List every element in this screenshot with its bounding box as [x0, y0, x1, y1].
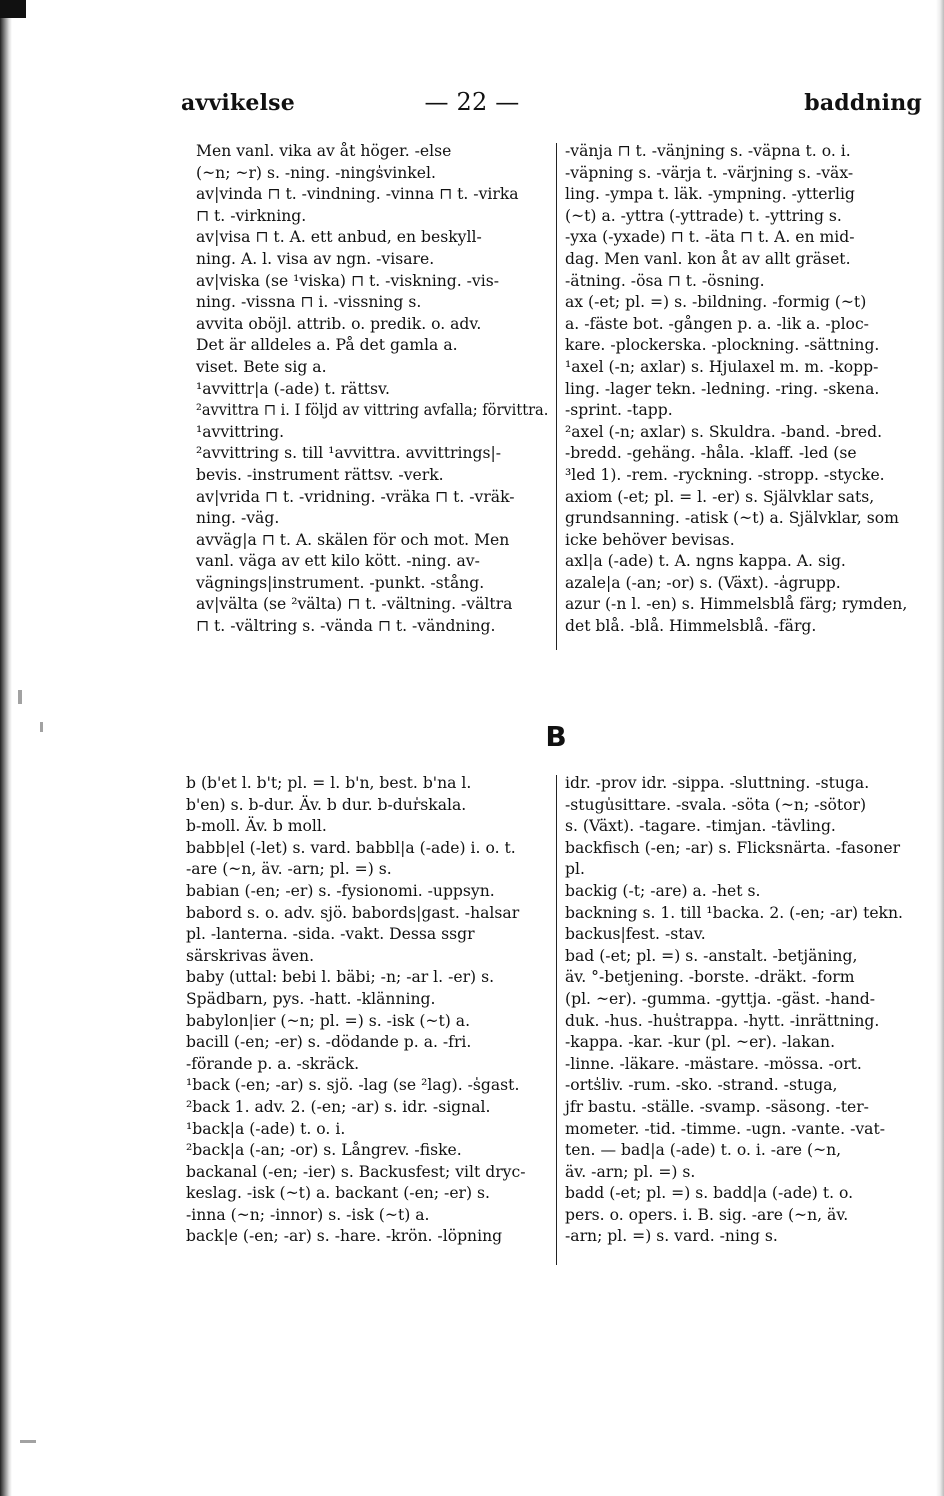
dictionary-line: -ätning. -ösa ⊓ t. -ösning.	[565, 271, 765, 290]
dictionary-line: (~t) a. -yttra (-yttrade) t. -yttring s.	[565, 206, 842, 225]
dictionary-line: vanl. väga av ett kilo kött. -ning. av-	[196, 552, 480, 571]
column-divider-lower	[556, 775, 557, 1265]
dictionary-line: ¹avvittr|a (-ade) t. rättsv.	[196, 379, 390, 398]
dictionary-line: -förande p. a. -skräck.	[186, 1054, 360, 1073]
dictionary-line: pl. -lanterna. -sida. -vakt. Dessa ssgr	[186, 925, 475, 944]
dictionary-line: ⊓ t. -vältring s. -vända ⊓ t. -vändning.	[196, 617, 496, 636]
dictionary-line: b (b'et l. b't; pl. = l. b'n, best. b'na l.	[186, 774, 472, 792]
dictionary-line: babylon|ier (~n; pl. =) s. -isk (~t) a.	[186, 1011, 471, 1030]
dictionary-line: -arn; pl. =) s. vard. -ning s.	[565, 1227, 778, 1246]
dictionary-line: backning s. 1. till ¹backa. 2. (-en; -ar) tekn.	[565, 903, 904, 922]
page-corner-mark	[0, 0, 26, 18]
dictionary-line: ¹back|a (-ade) t. o. i.	[186, 1119, 346, 1138]
dictionary-line: -vänja ⊓ t. -vänjning s. -väpna t. o. i.	[565, 142, 851, 160]
dictionary-line: avväg|a ⊓ t. A. skälen för och mot. Men	[196, 530, 510, 549]
dictionary-line: backfisch (-en; -ar) s. Flicksnärta. -fasoner	[565, 838, 901, 857]
dictionary-line: babb|el (-let) s. vard. babbl|a (-ade) i. o. t.	[186, 838, 516, 857]
dictionary-line: ⊓ t. -virkning.	[196, 206, 307, 225]
dictionary-line: b'en) s. b-dur. Äv. b dur. b-dur̍skala.	[186, 795, 467, 814]
dictionary-line: (pl. ~er). -gumma. -gyttja. -gäst. -hand-	[565, 989, 876, 1008]
dictionary-line: bad (-et; pl. =) s. -anstalt. -betjäning,	[565, 946, 858, 965]
scan-smudge	[20, 1440, 36, 1443]
dictionary-line: ax (-et; pl. =) s. -bildning. -formig (~t)	[565, 293, 867, 312]
section-letter: B	[545, 720, 567, 753]
dictionary-line: ning. -väg.	[196, 509, 280, 528]
dictionary-line: axl|a (-ade) t. A. ngns kappa. A. sig.	[565, 552, 846, 571]
dictionary-line: -linne. -läkare. -mästare. -mössa. -ort.	[565, 1054, 862, 1073]
dictionary-line: äv. °-betjening. -borste. -dräkt. -form	[565, 968, 855, 987]
dictionary-line: duk. -hus. -hus̍trappa. -hytt. -inrättning.	[565, 1011, 880, 1030]
dictionary-line: backig (-t; -are) a. -het s.	[565, 881, 761, 900]
dictionary-line: (~n; ~r) s. -ning. -nings̍vinkel.	[196, 163, 436, 182]
dictionary-line: -stugu̍sittare. -svala. -söta (~n; -sötor)	[565, 795, 867, 814]
dictionary-line: ling. -lager tekn. -ledning. -ring. -skena.	[565, 379, 880, 398]
dictionary-line: azale|a (-an; -or) s. (Växt). -a̍grupp.	[565, 573, 841, 592]
dictionary-line: icke behöver bevisas.	[565, 530, 735, 549]
dictionary-line: -yxa (-yxade) ⊓ t. -äta ⊓ t. A. en mid-	[565, 228, 855, 247]
dictionary-line: ³led 1). -rem. -ryckning. -stropp. -stycke.	[565, 465, 885, 484]
dictionary-line: ling. -ympa t. läk. -ympning. -ytterlig	[565, 185, 855, 204]
dictionary-line: ¹avvittring.	[196, 422, 285, 441]
column-upper-left	[196, 141, 548, 638]
dictionary-line: det blå. -blå. Himmelsblå. -färg.	[565, 617, 817, 636]
dictionary-line: Spädbarn, pys. -hatt. -klänning.	[186, 989, 436, 1008]
dictionary-line: av|välta (se ²välta) ⊓ t. -vältning. -vältra	[196, 595, 513, 614]
dictionary-line: avvita oböjl. attrib. o. predik. o. adv.	[196, 314, 482, 333]
dictionary-line: a. -fäste bot. -gången p. a. -lik a. -ploc-	[565, 314, 869, 333]
column-lower-left	[186, 773, 548, 1248]
dictionary-line: -kappa. -kar. -kur (pl. ~er). -lakan.	[565, 1033, 836, 1052]
dictionary-line: -bredd. -gehäng. -håla. -klaff. -led (se	[565, 444, 857, 463]
dictionary-line: backus|fest. -stav.	[565, 925, 706, 944]
dictionary-line: vägnings|instrument. -punkt. -stång.	[196, 573, 485, 592]
dictionary-line: back|e (-en; -ar) s. -hare. -krön. -löpning	[186, 1227, 503, 1246]
dictionary-line: viset. Bete sig a.	[196, 357, 327, 376]
dictionary-line: av|viska (se ¹viska) ⊓ t. -viskning. -vis-	[196, 271, 499, 290]
dictionary-line: bevis. -instrument rättsv. -verk.	[196, 465, 444, 484]
dictionary-line: äv. -arn; pl. =) s.	[565, 1162, 696, 1181]
dictionary-line: backanal (-en; -ier) s. Backusfest; vilt dryc-	[186, 1162, 526, 1181]
dictionary-line: -orts̍liv. -rum. -sko. -strand. -stuga,	[565, 1076, 838, 1095]
dictionary-line: mometer. -tid. -timme. -ugn. -vante. -vat-	[565, 1119, 885, 1138]
dictionary-line: ning. -vissna ⊓ i. -vissning s.	[196, 293, 422, 312]
dictionary-line: ¹axel (-n; axlar) s. Hjulaxel m. m. -kopp-	[565, 357, 879, 376]
running-head-right: baddning	[804, 90, 922, 116]
dictionary-line: av|vrida ⊓ t. -vridning. -vräka ⊓ t. -vräk-	[196, 487, 515, 506]
dictionary-line: babord s. o. adv. sjö. babords|gast. -halsar	[186, 903, 520, 922]
dictionary-line: babian (-en; -er) s. -fysionomi. -uppsyn.	[186, 881, 495, 900]
dictionary-line: axiom (-et; pl. = l. -er) s. Självklar sats,	[565, 487, 875, 506]
scan-smudge	[18, 690, 22, 704]
dictionary-line: -sprint. -tapp.	[565, 401, 673, 420]
dictionary-line: s. (Växt). -tagare. -timjan. -tävling.	[565, 817, 836, 836]
dictionary-line: ²avvittring s. till ¹avvittra. avvittrings|-	[196, 444, 501, 463]
dictionary-line: badd (-et; pl. =) s. badd|a (-ade) t. o.	[565, 1184, 854, 1203]
column-divider-upper	[556, 143, 557, 650]
dictionary-line: av|vinda ⊓ t. -vindning. -vinna ⊓ t. -virka	[196, 185, 519, 204]
column-upper-right	[565, 141, 927, 638]
dictionary-line: -väpning s. -värja t. -värjning s. -väx-	[565, 163, 854, 182]
dictionary-line: ²avvittra ⊓ i. I följd av vittring avfalla; förvittra.	[196, 401, 549, 420]
dictionary-line: av|visa ⊓ t. A. ett anbud, en beskyll-	[196, 228, 482, 247]
dictionary-line: pers. o. opers. i. B. sig. -are (~n, äv.	[565, 1205, 849, 1224]
dictionary-line: keslag. -isk (~t) a. backant (-en; -er) s.	[186, 1184, 491, 1203]
dictionary-line: Men vanl. vika av åt höger. -else	[196, 142, 452, 160]
column-lower-right	[565, 773, 927, 1248]
dictionary-line: ¹back (-en; -ar) s. sjö. -lag (se ²lag). -s̍gast.	[186, 1076, 520, 1095]
dictionary-line: ten. — bad|a (-ade) t. o. i. -are (~n,	[565, 1141, 842, 1160]
dictionary-line: jfr bastu. -ställe. -svamp. -säsong. -ter-	[565, 1097, 869, 1116]
running-head-left: avvikelse	[181, 90, 295, 116]
dictionary-line: pl.	[565, 860, 585, 879]
dictionary-line: kare. -plockerska. -plockning. -sättning.	[565, 336, 880, 355]
dictionary-line: dag. Men vanl. kon åt av allt gräset.	[565, 249, 851, 268]
dictionary-line: baby (uttal: bebi l. bäbi; -n; -ar l. -er) s.	[186, 968, 495, 987]
dictionary-line: bacill (-en; -er) s. -dödande p. a. -fri.	[186, 1033, 472, 1052]
dictionary-line: Det är alldeles a. På det gamla a.	[196, 336, 458, 355]
dictionary-line: b-moll. Äv. b moll.	[186, 817, 327, 836]
dictionary-line: ²back 1. adv. 2. (-en; -ar) s. idr. -signal.	[186, 1097, 491, 1116]
dictionary-line: idr. -prov idr. -sippa. -sluttning. -stuga.	[565, 774, 870, 792]
page-number: — 22 —	[424, 88, 520, 116]
dictionary-line: ²axel (-n; axlar) s. Skuldra. -band. -bred.	[565, 422, 883, 441]
dictionary-line: ning. A. l. visa av ngn. -visare.	[196, 249, 435, 268]
dictionary-line: ²back|a (-an; -or) s. Långrev. -fiske.	[186, 1141, 462, 1160]
dictionary-line: -are (~n, äv. -arn; pl. =) s.	[186, 860, 392, 879]
dictionary-line: grundsanning. -atisk (~t) a. Självklar, som	[565, 509, 899, 528]
dictionary-line: särskrivas även.	[186, 946, 315, 965]
dictionary-line: azur (-n l. -en) s. Himmelsblå färg; rymden,	[565, 595, 908, 614]
dictionary-line: -inna (~n; -innor) s. -isk (~t) a.	[186, 1205, 430, 1224]
